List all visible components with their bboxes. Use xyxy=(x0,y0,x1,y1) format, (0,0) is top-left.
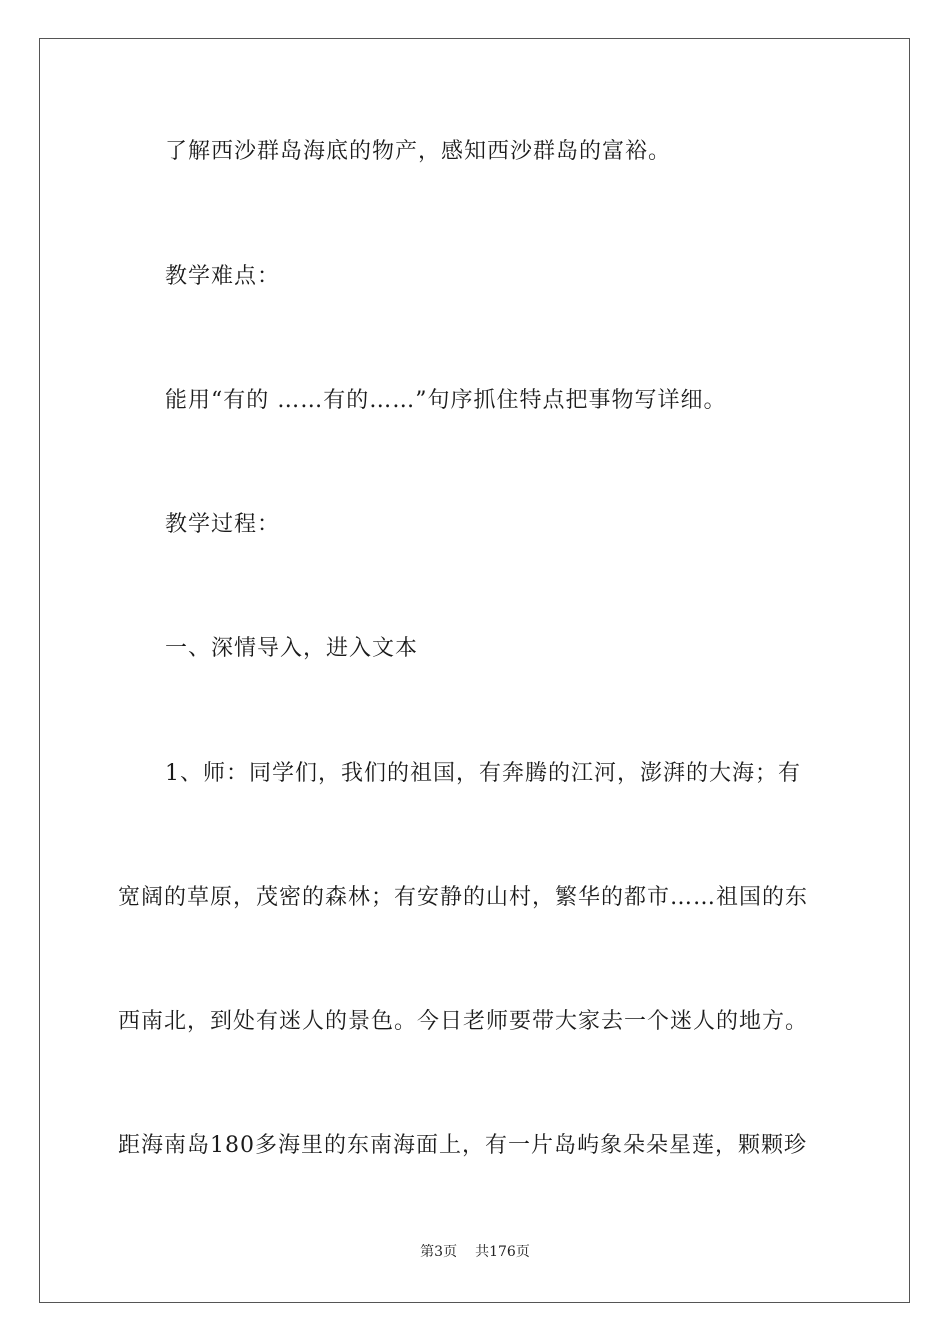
paragraph-line: 1、师：同学们，我们的祖国，有奔腾的江河，澎湃的大海；有 xyxy=(165,761,801,786)
paragraph-line: 了解西沙群岛海底的物产，感知西沙群岛的富裕。 xyxy=(165,139,672,164)
paragraph-line: 宽阔的草原，茂密的森林；有安静的山村，繁华的都市……祖国的东 xyxy=(118,885,809,910)
section-heading-process: 教学过程： xyxy=(165,512,281,537)
page-footer xyxy=(0,1242,950,1262)
subsection-heading: 一、深情导入，进入文本 xyxy=(165,636,419,661)
page-border xyxy=(39,38,910,1303)
paragraph-line: 西南北，到处有迷人的景色。今日老师要带大家去一个迷人的地方。 xyxy=(118,1009,809,1034)
page-number: 第3页 xyxy=(420,1244,458,1260)
paragraph-line: 能用“有的 ……有的……”句序抓住特点把事物写详细。 xyxy=(165,388,727,413)
paragraph-line: 距海南岛180多海里的东南海面上，有一片岛屿象朵朵星莲，颗颗珍 xyxy=(118,1133,807,1158)
page-total: 共176页 xyxy=(475,1244,530,1260)
section-heading-difficulty: 教学难点： xyxy=(165,264,281,289)
